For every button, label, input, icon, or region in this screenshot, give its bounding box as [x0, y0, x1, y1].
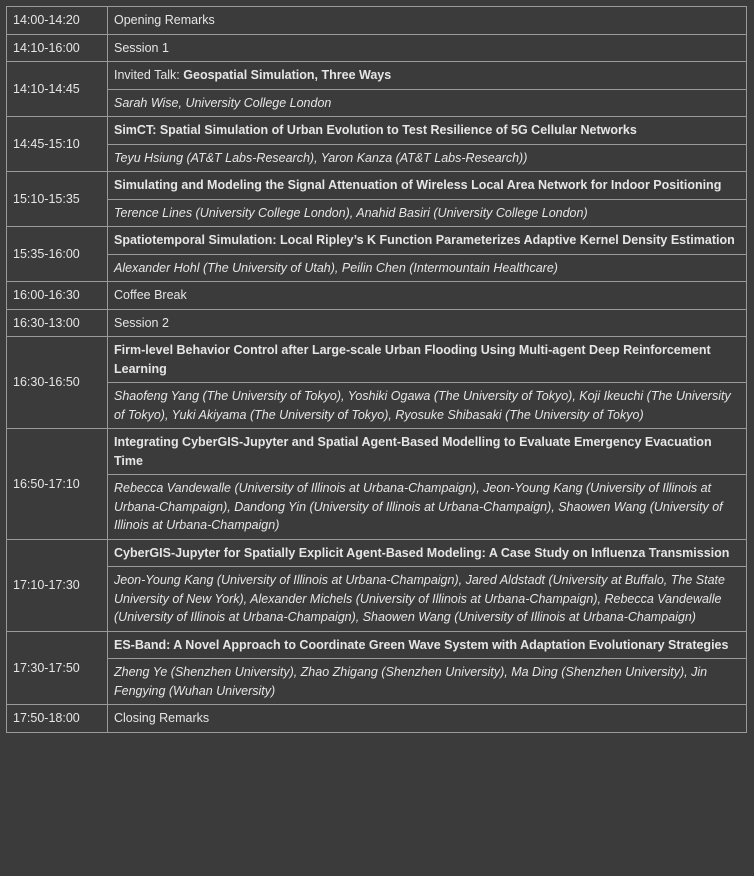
schedule-row — [7, 539, 747, 567]
talk-title — [108, 62, 747, 90]
schedule-row — [7, 705, 747, 733]
schedule-row — [7, 567, 747, 632]
authors: Rebecca Vandewalle (University of Illinois at Urbana-Champaign), Jeon-Young Kang (University of Illinois at Urbana-Champaign), Dandong Yin (University of Illinois at Urbana-Champaign), Shaowen Wang (University of Illinois at Urbana-Champaign) — [108, 475, 747, 540]
schedule-row — [7, 89, 747, 117]
session-label: Opening Remarks — [108, 7, 747, 35]
paper-title: Spatiotemporal Simulation: Local Ripley’s K Function Parameterizes Adaptive Kernel Density Estimation — [108, 227, 747, 255]
schedule-row — [7, 282, 747, 310]
authors: Sarah Wise, University College London — [108, 89, 747, 117]
session-label: Coffee Break — [108, 282, 747, 310]
schedule-row — [7, 309, 747, 337]
time-slot: 14:45-15:10 — [7, 117, 108, 172]
paper-title: Integrating CyberGIS-Jupyter and Spatial Agent-Based Modelling to Evaluate Emergency Evacuation Time — [108, 429, 747, 475]
schedule-row — [7, 659, 747, 705]
schedule-table — [6, 6, 747, 733]
schedule-row — [7, 383, 747, 429]
schedule-row — [7, 117, 747, 145]
schedule-row — [7, 172, 747, 200]
time-slot: 14:10-16:00 — [7, 34, 108, 62]
time-slot: 15:35-16:00 — [7, 227, 108, 282]
time-slot: 16:30-13:00 — [7, 309, 108, 337]
paper-title: ES-Band: A Novel Approach to Coordinate Green Wave System with Adaptation Evolutionary Strategies — [108, 631, 747, 659]
time-slot: 16:30-16:50 — [7, 337, 108, 429]
talk-title-text: Geospatial Simulation, Three Ways — [183, 68, 392, 82]
schedule-row — [7, 62, 747, 90]
paper-title: Firm-level Behavior Control after Large-scale Urban Flooding Using Multi-agent Deep Reinforcement Learning — [108, 337, 747, 383]
time-slot: 14:10-14:45 — [7, 62, 108, 117]
schedule-row — [7, 631, 747, 659]
time-slot: 15:10-15:35 — [7, 172, 108, 227]
authors: Terence Lines (University College London), Anahid Basiri (University College London) — [108, 199, 747, 227]
authors: Alexander Hohl (The University of Utah), Peilin Chen (Intermountain Healthcare) — [108, 254, 747, 282]
talk-type-label: Invited Talk: — [114, 68, 184, 82]
authors: Shaofeng Yang (The University of Tokyo), Yoshiki Ogawa (The University of Tokyo), Koji Ikeuchi (The University of Tokyo), Yuki Akiyama (The University of Tokyo), Ryosuke Shibasaki (The University of Tokyo) — [108, 383, 747, 429]
time-slot: 16:50-17:10 — [7, 429, 108, 540]
time-slot: 14:00-14:20 — [7, 7, 108, 35]
schedule-row — [7, 7, 747, 35]
session-label: Session 2 — [108, 309, 747, 337]
session-label: Closing Remarks — [108, 705, 747, 733]
authors: Zheng Ye (Shenzhen University), Zhao Zhigang (Shenzhen University), Ma Ding (Shenzhen University), Jin Fengying (Wuhan University) — [108, 659, 747, 705]
paper-title: Simulating and Modeling the Signal Attenuation of Wireless Local Area Network for Indoor Positioning — [108, 172, 747, 200]
schedule-row — [7, 475, 747, 540]
time-slot: 17:10-17:30 — [7, 539, 108, 631]
schedule-row — [7, 429, 747, 475]
paper-title: SimCT: Spatial Simulation of Urban Evolution to Test Resilience of 5G Cellular Networks — [108, 117, 747, 145]
schedule-row — [7, 34, 747, 62]
session-label: Session 1 — [108, 34, 747, 62]
schedule-row — [7, 337, 747, 383]
schedule-row — [7, 254, 747, 282]
time-slot: 16:00-16:30 — [7, 282, 108, 310]
authors: Teyu Hsiung (AT&T Labs-Research), Yaron Kanza (AT&T Labs-Research)) — [108, 144, 747, 172]
time-slot: 17:30-17:50 — [7, 631, 108, 705]
paper-title: CyberGIS-Jupyter for Spatially Explicit Agent-Based Modeling: A Case Study on Influenza Transmission — [108, 539, 747, 567]
schedule-body — [7, 7, 747, 733]
authors: Jeon-Young Kang (University of Illinois at Urbana-Champaign), Jared Aldstadt (University at Buffalo, The State University of New York), Alexander Michels (University of Illinois at Urbana-Champaign), Rebecca Vandewalle (University of Illinois at Urbana-Champaign), Shaowen Wang (University of Illinois at Urbana-Champaign) — [108, 567, 747, 632]
time-slot: 17:50-18:00 — [7, 705, 108, 733]
schedule-row — [7, 144, 747, 172]
schedule-row — [7, 227, 747, 255]
schedule-row — [7, 199, 747, 227]
